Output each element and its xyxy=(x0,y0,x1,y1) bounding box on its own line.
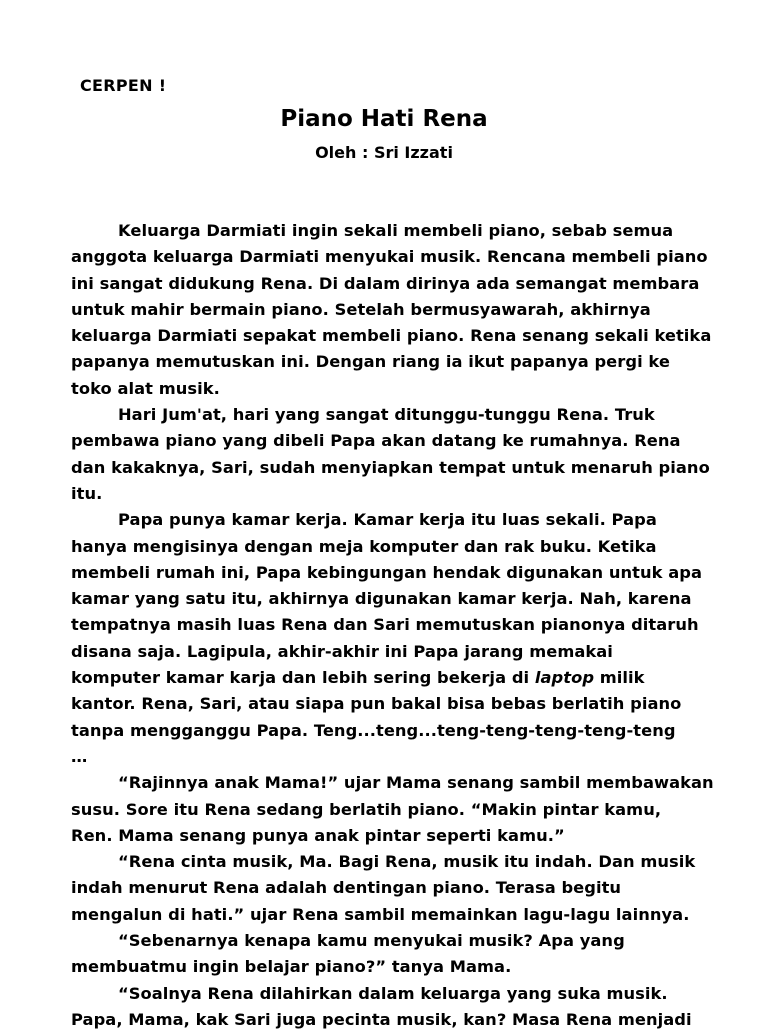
story-body xyxy=(71,218,714,1033)
text-line xyxy=(71,665,701,691)
text-line: anggota keluarga Darmiati menyukai musik. Rencana membeli piano xyxy=(71,247,708,267)
text-line: … xyxy=(71,746,88,766)
text-line: membeli rumah ini, Papa kebingungan hendak digunakan untuk apa xyxy=(71,562,702,582)
text-line: mengalun di hati.” ujar Rena sambil memainkan lagu-lagu lainnya. xyxy=(71,904,690,924)
text-line: Papa punya kamar kerja. Kamar kerja itu luas sekali. Papa xyxy=(118,510,657,530)
story-byline: Oleh : Sri Izzati xyxy=(315,143,453,162)
text-line: hanya mengisinya dengan meja komputer dan rak buku. Ketika xyxy=(71,536,657,556)
text-line: pembawa piano yang dibeli Papa akan datang ke rumahnya. Rena xyxy=(71,431,681,451)
text-line: “Soalnya Rena dilahirkan dalam keluarga yang suka musik. xyxy=(118,983,668,1003)
text-line: susu. Sore itu Rena sedang berlatih piano. “Makin pintar kamu, xyxy=(71,799,662,819)
text-line: “Sebenarnya kenapa kamu menyukai musik? Apa yang xyxy=(118,931,625,951)
text-segment: komputer kamar karja dan lebih sering bekerja di xyxy=(71,668,535,688)
italic-term: laptop xyxy=(534,668,595,688)
text-line: disana saja. Lagipula, akhir-akhir ini Papa jarang memakai xyxy=(71,641,613,661)
text-line: membuatmu ingin belajar piano?” tanya Mama. xyxy=(71,957,512,977)
text-line: kantor. Rena, Sari, atau siapa pun bakal bisa bebas berlatih piano xyxy=(71,694,682,714)
text-line: papanya memutuskan ini. Dengan riang ia ikut papanya pergi ke xyxy=(71,352,670,372)
text-line: Ren. Mama senang punya anak pintar seperti kamu.” xyxy=(71,825,565,845)
text-line: itu. xyxy=(71,483,103,503)
text-line: tanpa mengganggu Papa. Teng...teng...teng-teng-teng-teng-teng xyxy=(71,720,676,740)
text-line: untuk mahir bermain piano. Setelah bermusyawarah, akhirnya xyxy=(71,299,651,319)
text-line: keluarga Darmiati sepakat membeli piano. Rena senang sekali ketika xyxy=(71,326,712,346)
text-line: toko alat musik. xyxy=(71,378,220,398)
text-line: ini sangat didukung Rena. Di dalam dirinya ada semangat membara xyxy=(71,273,700,293)
story-title: Piano Hati Rena xyxy=(280,106,488,132)
text-line: Papa, Mama, kak Sari juga pecinta musik, kan? Masa Rena menjadi xyxy=(71,1009,692,1029)
text-line: kamar yang satu itu, akhirnya digunakan kamar kerja. Nah, karena xyxy=(71,589,692,609)
text-line: “Rena cinta musik, Ma. Bagi Rena, musik itu indah. Dan musik xyxy=(118,852,696,872)
text-line: indah menurut Rena adalah dentingan piano. Terasa begitu xyxy=(71,878,622,898)
text-line: dan kakaknya, Sari, sudah menyiapkan tempat untuk menaruh piano xyxy=(71,457,710,477)
story-label: CERPEN ! xyxy=(80,76,167,95)
text-line: Keluarga Darmiati ingin sekali membeli piano, sebab semua xyxy=(118,221,674,240)
text-line: “Rajinnya anak Mama!” ujar Mama senang sambil membawakan xyxy=(118,773,714,793)
text-segment: milik xyxy=(594,668,645,688)
text-line: tempatnya masih luas Rena dan Sari memutuskan pianonya ditaruh xyxy=(71,615,699,635)
text-line: Hari Jum'at, hari yang sangat ditunggu-tunggu Rena. Truk xyxy=(118,405,655,425)
